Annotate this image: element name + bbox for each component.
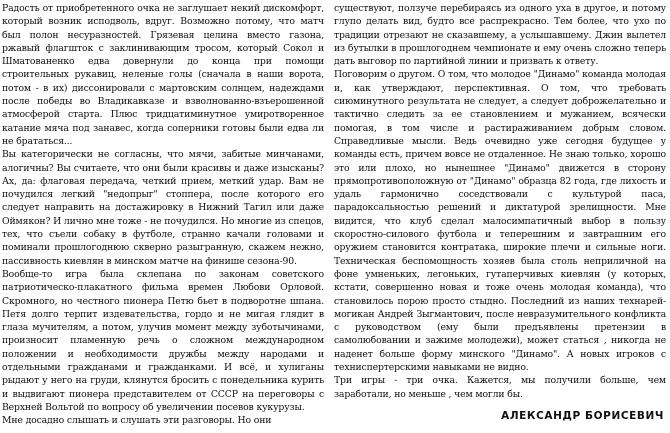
column-divider: [329, 0, 330, 433]
article-paragraph: Радость от приобретенного очка не заглушает некий дискомфорт, который возник исподволь, вдруг. Возможно потому, что матч был полон несуразностей. Грязевая целина вместо газона, ржавый флагшток с заклинивающим тросом, который Сокол и Шматованенко едва довернули до конца при помощи строительных рукавиц, неленые голы (сначала в наши ворота, потом - в их) диссонировали с мартовским солнцем, надеждами после победы во Владикавказе и взволнованно-взъерошенной атмосферой старта. Плюс тридцатиминутное умиротворенное катание мяча под занавес, когда соперники готовы были едва ли не брататься...: [2, 3, 324, 147]
author-signature: АЛЕКСАНДР БОРИСЕВИЧ: [501, 410, 664, 422]
article-paragraph: существуют, ползуче перебираясь из одного уха в другое, и потому глупо делать вид, будто все распрекрасно. Тем более, что ухо по традиции отрезают не сказавшему, а услышавшему. Джин вылетел из бутылки в прошлогоднем чемпионате и ему очень сложно теперь дать выговор по партийной линии и призвать к ответу.: [334, 3, 666, 68]
article-paragraph: Три игры - три очка. Кажется, мы получили больше, чем заработали, но меньше , чем могли бы.: [334, 375, 666, 400]
article-paragraph: Вообще-то игра была склепана по законам советского патриотическо-плакатного фильма времен Любови Орловой. Скромного, но честного пионера Петю бьет в подворотне шпана. Петя долго терпит издевательства, гордо и не мигая глядит в глаза мучителям, а потом, улучив момент между зуботычинами, произносит пламенную речь о сложном международном положении и необходимости дружбы между народами и отдельными гражданами и гражданками. И всё, и хулиганы рыдают у него на груди, клянутся бросить с понедельника курить и выдвигают пионера представителем от СССР на переговоры с Верхней Вольтой по вопросу об увеличении посевов кукурузы.: [2, 268, 324, 413]
article-paragraph: Поговорим о другом. О том, что молодое "Динамо" команда молодая и, как утверждают, перспективная. О том, что требовать сиюминутного результата не следует, а следует доброжелательно и тактично следить за ее становлением и мужанием, всячески помогая, в том числе и растираживанием добрым словом. Справедливые мысли. Ведь очевидно уже сегодня будущее у команды есть, причем вовсе не отдаленное. Не знаю только, хорошо это или плохо, но нынешнее "Динамо" движется в сторону прямопротивоположную от "Динамо" образца 82 года, где лихость и удаль гармонично соседствовали с культурой паса, парадоксальностью решений и диктатурой зрелищности. Мне видится, что клуб сделал малосимпатичный выбор в пользу скоростно-силового футбола и теперешним и завтрашним его оружием становится контратака, широкие плечи и сильные ноги. Техническая беспомощность хозяев была столь неприличной на фоне умненьких, легоньких, гутаперчивых киевлян (у которых, кстати, совершенно новая и тоже очень молодая команда), что становилось порою просто стыдно. Последний из наших технарей-могикан Андрей Зыгмантович, после невразумительного конфликта с руководством (ему были предъявлены претензии в самолюбовании и зажиме молодежи), может статься , никогда не наденет больше форму минского "Динамо". А новых игроков с техниспертерскими навыками не видно.: [334, 69, 666, 374]
article-right-column: [334, 2, 666, 401]
article-paragraph: Вы категорически не согласны, что мячи, забитые минчанами, алогичны? Вы считаете, что они были красивы и даже изысканы? Ах, да: флаговая передача, четкий прием, меткий удар. Вам не почудился легкий "недопрыг" стоппера, после которого его следует направить на достажировку в Нижний Тагил или даже Оймякон? И лично мне тоже - не почудился. Но многие из спецов, тех, что съели собаку в футболе, странно качали головами и поминали прошлогоднюю скверно разыгранную, скажем нежно, пассивность киевлян в минском матче на финише сезона-90.: [2, 149, 324, 267]
article-left-column: [2, 2, 324, 428]
article-paragraph: Мне досадно слышать и слушать эти разговоры. Но они: [2, 415, 272, 427]
